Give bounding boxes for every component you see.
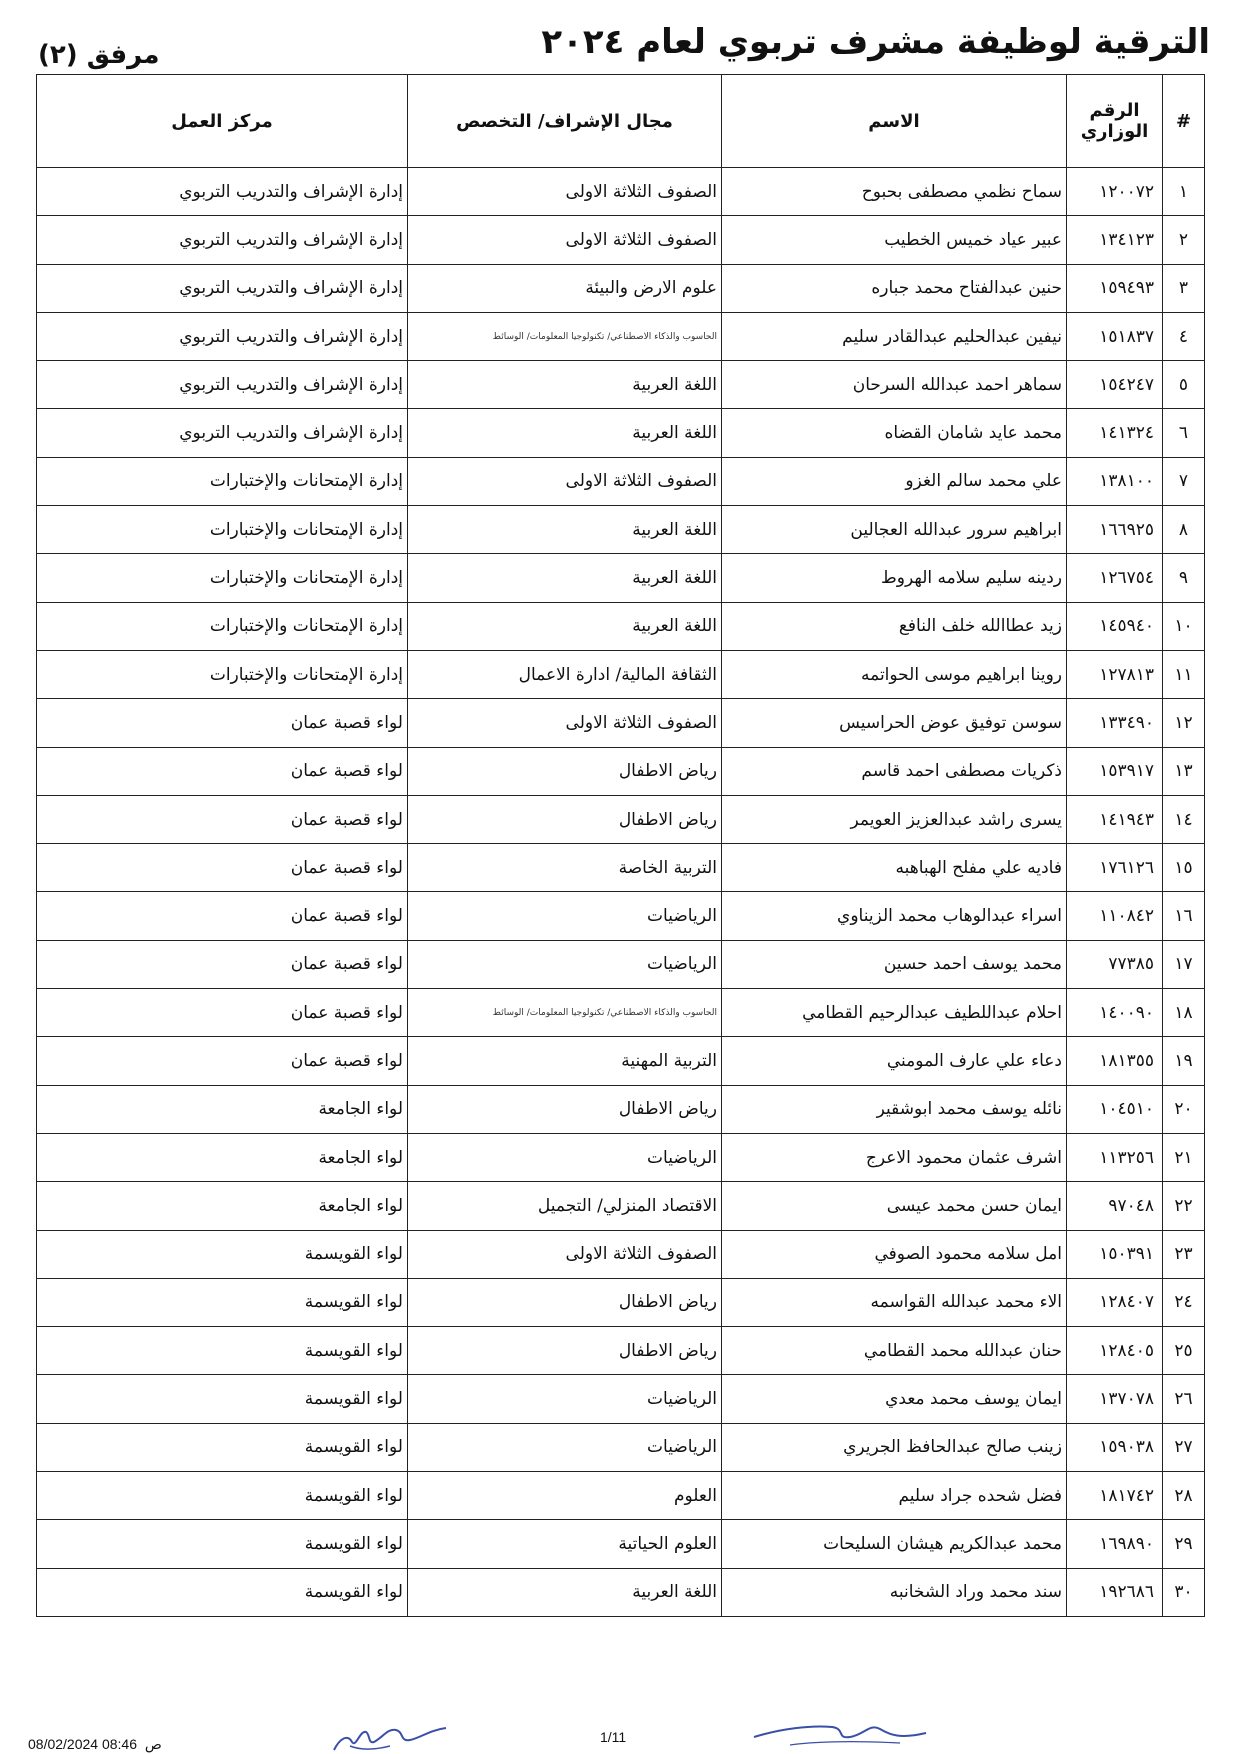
row-number: ٢١ [1163,1133,1205,1181]
ministry-id: ١٢٨٤٠٧ [1067,1278,1163,1326]
row-number: ٧ [1163,457,1205,505]
row-number: ٢ [1163,216,1205,264]
supervision-field: اللغة العربية [408,506,722,554]
work-center: لواء قصبة عمان [37,940,408,988]
employee-name: زيد عطاالله خلف النافع [722,602,1067,650]
ministry-id: ١٢٠٠٧٢ [1067,168,1163,216]
work-center: لواء قصبة عمان [37,1037,408,1085]
ministry-id: ١٤٠٠٩٠ [1067,989,1163,1037]
supervision-field: الاقتصاد المنزلي/ التجميل [408,1182,722,1230]
row-number: ٦ [1163,409,1205,457]
row-number: ٥ [1163,361,1205,409]
row-number: ١٥ [1163,844,1205,892]
employee-name: ابراهيم سرور عبدالله العجالين [722,506,1067,554]
promotion-table [36,74,1205,1617]
supervision-field: الصفوف الثلاثة الاولى [408,457,722,505]
row-number: ١ [1163,168,1205,216]
row-number: ٢٩ [1163,1520,1205,1568]
work-center: لواء القويسمة [37,1375,408,1423]
employee-name: نائله يوسف محمد ابوشقير [722,1085,1067,1133]
table-row [37,747,1205,795]
supervision-field: التربية الخاصة [408,844,722,892]
employee-name: ردينه سليم سلامه الهروط [722,554,1067,602]
table-row [37,1423,1205,1471]
work-center: إدارة الإمتحانات والإختبارات [37,506,408,554]
annex-label: مرفق (٢) [38,40,160,70]
work-center: إدارة الإشراف والتدريب التربوي [37,168,408,216]
ministry-id: ١٤٥٩٤٠ [1067,602,1163,650]
table-row [37,264,1205,312]
employee-name: محمد يوسف احمد حسين [722,940,1067,988]
work-center: لواء قصبة عمان [37,795,408,843]
table-row [37,602,1205,650]
table-row [37,940,1205,988]
supervision-field: الصفوف الثلاثة الاولى [408,168,722,216]
ministry-id: ١٨١٣٥٥ [1067,1037,1163,1085]
ministry-id: ١١٠٨٤٢ [1067,892,1163,940]
supervision-field: اللغة العربية [408,409,722,457]
table-row [37,1230,1205,1278]
employee-name: اسراء عبدالوهاب محمد الزيناوي [722,892,1067,940]
supervision-field: رياض الاطفال [408,747,722,795]
ministry-id: ١٦٦٩٢٥ [1067,506,1163,554]
ministry-id: ١٥١٨٣٧ [1067,312,1163,360]
supervision-field: رياض الاطفال [408,1278,722,1326]
ministry-id: ٧٧٣٨٥ [1067,940,1163,988]
page-number: 1/11 [600,1729,627,1745]
row-number: ٤ [1163,312,1205,360]
table-row [37,650,1205,698]
employee-name: احلام عبداللطيف عبدالرحيم القطامي [722,989,1067,1037]
employee-name: حنين عبدالفتاح محمد جباره [722,264,1067,312]
supervision-field: الرياضيات [408,940,722,988]
work-center: لواء القويسمة [37,1568,408,1616]
employee-name: يسرى راشد عبدالعزيز العويمر [722,795,1067,843]
row-number: ١٨ [1163,989,1205,1037]
work-center: لواء قصبة عمان [37,747,408,795]
ministry-id: ١٠٤٥١٠ [1067,1085,1163,1133]
column-header-center: مركز العمل [37,75,408,168]
employee-name: ايمان حسن محمد عيسى [722,1182,1067,1230]
supervision-field: العلوم [408,1472,722,1520]
employee-name: روينا ابراهيم موسى الحواتمه [722,650,1067,698]
table-row [37,1037,1205,1085]
ministry-id: ١٣٧٠٧٨ [1067,1375,1163,1423]
ministry-id: ١٢٨٤٠٥ [1067,1327,1163,1375]
supervision-field: الصفوف الثلاثة الاولى [408,216,722,264]
ministry-id: ١٢٧٨١٣ [1067,650,1163,698]
supervision-field: رياض الاطفال [408,795,722,843]
table-row [37,554,1205,602]
row-number: ٢٢ [1163,1182,1205,1230]
work-center: لواء القويسمة [37,1423,408,1471]
print-period: ص [144,1736,162,1752]
ministry-id: ١٣٤١٢٣ [1067,216,1163,264]
work-center: إدارة الإشراف والتدريب التربوي [37,216,408,264]
supervision-field: الرياضيات [408,1375,722,1423]
work-center: إدارة الإشراف والتدريب التربوي [37,312,408,360]
supervision-field: الرياضيات [408,1133,722,1181]
employee-name: سماح نظمي مصطفى بحبوح [722,168,1067,216]
row-number: ١٠ [1163,602,1205,650]
ministry-id: ١٥٣٩١٧ [1067,747,1163,795]
work-center: لواء قصبة عمان [37,699,408,747]
table-row [37,892,1205,940]
supervision-field: التربية المهنية [408,1037,722,1085]
ministry-id: ١١٣٢٥٦ [1067,1133,1163,1181]
row-number: ٢٠ [1163,1085,1205,1133]
work-center: إدارة الإمتحانات والإختبارات [37,602,408,650]
work-center: إدارة الإمتحانات والإختبارات [37,554,408,602]
table-row [37,1472,1205,1520]
table-row [37,168,1205,216]
row-number: ١٣ [1163,747,1205,795]
row-number: ٢٨ [1163,1472,1205,1520]
document-title: الترقية لوظيفة مشرف تربوي لعام ٢٠٢٤ [541,22,1210,62]
ministry-id: ١٣٨١٠٠ [1067,457,1163,505]
row-number: ١١ [1163,650,1205,698]
row-number: ٣٠ [1163,1568,1205,1616]
work-center: لواء قصبة عمان [37,892,408,940]
employee-name: محمد عبدالكريم هيشان السليحات [722,1520,1067,1568]
work-center: إدارة الإمتحانات والإختبارات [37,650,408,698]
ministry-id: ١٥٩٤٩٣ [1067,264,1163,312]
supervision-field: رياض الاطفال [408,1327,722,1375]
work-center: لواء القويسمة [37,1278,408,1326]
table-row [37,989,1205,1037]
row-number: ٢٥ [1163,1327,1205,1375]
work-center: لواء القويسمة [37,1230,408,1278]
row-number: ١٧ [1163,940,1205,988]
table-row [37,1568,1205,1616]
table-row [37,1278,1205,1326]
ministry-id: ١٣٣٤٩٠ [1067,699,1163,747]
table-row [37,1375,1205,1423]
work-center: لواء قصبة عمان [37,844,408,892]
ministry-id: ١٧٦١٢٦ [1067,844,1163,892]
supervision-field: اللغة العربية [408,361,722,409]
employee-name: ايمان يوسف محمد معدي [722,1375,1067,1423]
ministry-id: ١٥٩٠٣٨ [1067,1423,1163,1471]
employee-name: فضل شحده جراد سليم [722,1472,1067,1520]
ministry-id: ١٦٩٨٩٠ [1067,1520,1163,1568]
supervision-field: اللغة العربية [408,554,722,602]
row-number: ٢٦ [1163,1375,1205,1423]
employee-name: محمد عايد شامان القضاه [722,409,1067,457]
ministry-id: ١٩٢٦٨٦ [1067,1568,1163,1616]
table-row [37,506,1205,554]
table-header-row [37,75,1205,168]
supervision-field: الصفوف الثلاثة الاولى [408,1230,722,1278]
supervision-field: الحاسوب والذكاء الاصطناعي/ تكنولوجيا المعلومات/ الوسائط [408,312,722,360]
row-number: ١٢ [1163,699,1205,747]
table-row [37,1133,1205,1181]
row-number: ٣ [1163,264,1205,312]
table-row [37,699,1205,747]
work-center: لواء الجامعة [37,1182,408,1230]
table-row [37,361,1205,409]
supervision-field: اللغة العربية [408,602,722,650]
employee-name: نيفين عبدالحليم عبدالقادر سليم [722,312,1067,360]
table-row [37,312,1205,360]
work-center: لواء قصبة عمان [37,989,408,1037]
employee-name: علي محمد سالم الغزو [722,457,1067,505]
table-row [37,216,1205,264]
signature-left [330,1720,450,1754]
row-number: ٢٣ [1163,1230,1205,1278]
employee-name: فاديه علي مفلح الهباهبه [722,844,1067,892]
supervision-field: علوم الارض والبيئة [408,264,722,312]
column-header-name: الاسم [722,75,1067,168]
table-row [37,1520,1205,1568]
table-row [37,1327,1205,1375]
employee-name: سند محمد وراد الشخانبه [722,1568,1067,1616]
row-number: ٢٧ [1163,1423,1205,1471]
signature-right [750,1715,930,1749]
work-center: لواء القويسمة [37,1520,408,1568]
employee-name: الاء محمد عبدالله القواسمه [722,1278,1067,1326]
work-center: إدارة الإشراف والتدريب التربوي [37,361,408,409]
supervision-field: الرياضيات [408,892,722,940]
ministry-id: ٩٧٠٤٨ [1067,1182,1163,1230]
row-number: ١٤ [1163,795,1205,843]
column-header-num: # [1163,75,1205,168]
table-row [37,844,1205,892]
supervision-field: اللغة العربية [408,1568,722,1616]
work-center: إدارة الإشراف والتدريب التربوي [37,264,408,312]
employee-name: اشرف عثمان محمود الاعرج [722,1133,1067,1181]
employee-name: دعاء علي عارف المومني [722,1037,1067,1085]
row-number: ٢٤ [1163,1278,1205,1326]
table-row [37,1085,1205,1133]
column-header-id: الرقم الوزاري [1067,75,1163,168]
supervision-field: الصفوف الثلاثة الاولى [408,699,722,747]
employee-name: زينب صالح عبدالحافظ الجريري [722,1423,1067,1471]
table-row [37,457,1205,505]
supervision-field: العلوم الحياتية [408,1520,722,1568]
row-number: ٩ [1163,554,1205,602]
table-row [37,409,1205,457]
work-center: لواء الجامعة [37,1085,408,1133]
employee-name: عبير عياد خميس الخطيب [722,216,1067,264]
work-center: لواء الجامعة [37,1133,408,1181]
supervision-field: الرياضيات [408,1423,722,1471]
table-row [37,795,1205,843]
work-center: إدارة الإمتحانات والإختبارات [37,457,408,505]
ministry-id: ١٥٤٢٤٧ [1067,361,1163,409]
row-number: ١٩ [1163,1037,1205,1085]
employee-name: ذكريات مصطفى احمد قاسم [722,747,1067,795]
supervision-field: الثقافة المالية/ ادارة الاعمال [408,650,722,698]
employee-name: حنان عبدالله محمد القطامي [722,1327,1067,1375]
supervision-field: رياض الاطفال [408,1085,722,1133]
table-body [37,168,1205,1617]
row-number: ١٦ [1163,892,1205,940]
print-timestamp [28,1736,162,1753]
ministry-id: ١٨١٧٤٢ [1067,1472,1163,1520]
ministry-id: ١٤١٣٢٤ [1067,409,1163,457]
ministry-id: ١٤١٩٤٣ [1067,795,1163,843]
table-row [37,1182,1205,1230]
work-center: لواء القويسمة [37,1327,408,1375]
work-center: إدارة الإشراف والتدريب التربوي [37,409,408,457]
ministry-id: ١٢٦٧٥٤ [1067,554,1163,602]
employee-name: سماهر احمد عبدالله السرحان [722,361,1067,409]
ministry-id: ١٥٠٣٩١ [1067,1230,1163,1278]
row-number: ٨ [1163,506,1205,554]
employee-name: امل سلامه محمود الصوفي [722,1230,1067,1278]
employee-name: سوسن توفيق عوض الحراسيس [722,699,1067,747]
work-center: لواء القويسمة [37,1472,408,1520]
supervision-field: الحاسوب والذكاء الاصطناعي/ تكنولوجيا المعلومات/ الوسائط [408,989,722,1037]
print-date: 08/02/2024 08:46 [28,1736,137,1752]
column-header-field: مجال الإشراف/ التخصص [408,75,722,168]
